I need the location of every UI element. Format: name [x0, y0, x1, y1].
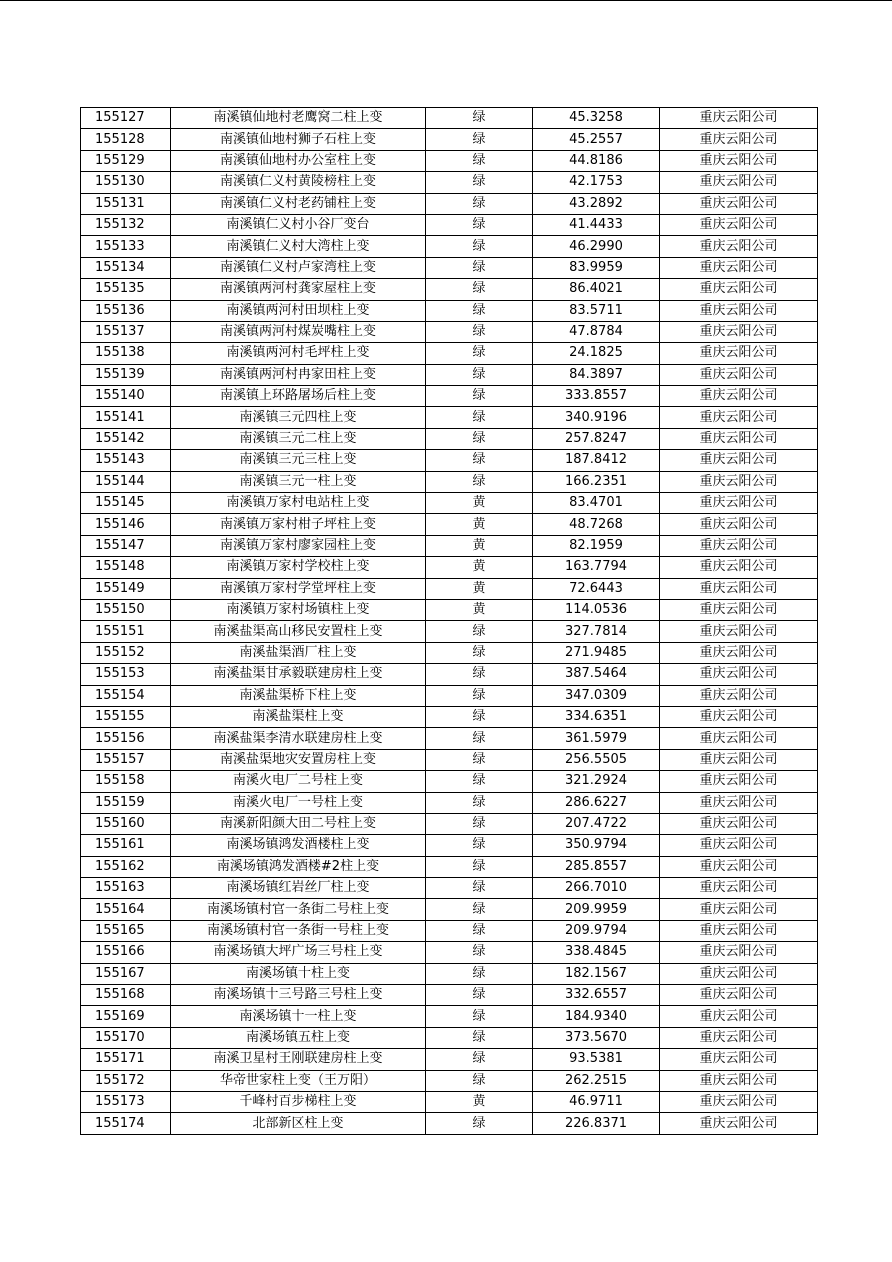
cell-id: 155159	[81, 792, 171, 813]
table-row	[81, 706, 818, 727]
cell-id: 155138	[81, 343, 171, 364]
cell-name: 南溪镇仁义村大湾柱上变	[171, 236, 426, 257]
table-row	[81, 1027, 818, 1048]
table-row	[81, 878, 818, 899]
cell-value: 257.8247	[533, 428, 660, 449]
cell-id: 155146	[81, 514, 171, 535]
cell-name: 南溪场镇村官一条街二号柱上变	[171, 899, 426, 920]
cell-value: 86.4021	[533, 279, 660, 300]
cell-value: 48.7268	[533, 514, 660, 535]
cell-name: 南溪卫星村王刚联建房柱上变	[171, 1049, 426, 1070]
cell-company: 重庆云阳公司	[660, 407, 818, 428]
cell-id: 155145	[81, 493, 171, 514]
cell-level: 绿	[426, 471, 533, 492]
cell-value: 46.2990	[533, 236, 660, 257]
cell-company: 重庆云阳公司	[660, 706, 818, 727]
cell-value: 334.6351	[533, 706, 660, 727]
cell-company: 重庆云阳公司	[660, 835, 818, 856]
cell-id: 155143	[81, 450, 171, 471]
table-row	[81, 899, 818, 920]
cell-name: 南溪场镇鸿发酒楼#2柱上变	[171, 856, 426, 877]
cell-name: 南溪镇万家村廖家园柱上变	[171, 535, 426, 556]
table-row	[81, 942, 818, 963]
cell-level: 绿	[426, 172, 533, 193]
cell-value: 93.5381	[533, 1049, 660, 1070]
cell-name: 南溪镇万家村柑子坪柱上变	[171, 514, 426, 535]
table-row	[81, 386, 818, 407]
cell-value: 226.8371	[533, 1113, 660, 1134]
cell-id: 155128	[81, 129, 171, 150]
cell-company: 重庆云阳公司	[660, 985, 818, 1006]
cell-company: 重庆云阳公司	[660, 364, 818, 385]
cell-id: 155130	[81, 172, 171, 193]
cell-id: 155141	[81, 407, 171, 428]
cell-name: 南溪场镇十三号路三号柱上变	[171, 985, 426, 1006]
cell-company: 重庆云阳公司	[660, 1113, 818, 1134]
cell-name: 南溪镇仙地村老鹰窝二柱上变	[171, 108, 426, 129]
table-row	[81, 642, 818, 663]
table-row	[81, 236, 818, 257]
cell-level: 黄	[426, 557, 533, 578]
cell-name: 南溪盐渠高山移民安置柱上变	[171, 621, 426, 642]
cell-company: 重庆云阳公司	[660, 300, 818, 321]
cell-id: 155139	[81, 364, 171, 385]
cell-name: 南溪盐渠李清水联建房柱上变	[171, 728, 426, 749]
cell-id: 155169	[81, 1006, 171, 1027]
cell-name: 南溪镇万家村学堂坪柱上变	[171, 578, 426, 599]
cell-value: 321.2924	[533, 771, 660, 792]
cell-value: 332.6557	[533, 985, 660, 1006]
table-row	[81, 599, 818, 620]
cell-company: 重庆云阳公司	[660, 450, 818, 471]
cell-name: 南溪场镇红岩丝厂柱上变	[171, 878, 426, 899]
table-row	[81, 450, 818, 471]
cell-id: 155136	[81, 300, 171, 321]
cell-name: 南溪镇仁义村卢家湾柱上变	[171, 257, 426, 278]
cell-value: 46.9711	[533, 1091, 660, 1112]
cell-value: 361.5979	[533, 728, 660, 749]
cell-company: 重庆云阳公司	[660, 1027, 818, 1048]
cell-name: 南溪镇仁义村小谷厂变台	[171, 214, 426, 235]
cell-name: 南溪镇三元二柱上变	[171, 428, 426, 449]
cell-company: 重庆云阳公司	[660, 557, 818, 578]
table-row	[81, 514, 818, 535]
cell-company: 重庆云阳公司	[660, 664, 818, 685]
cell-name: 南溪镇三元三柱上变	[171, 450, 426, 471]
cell-level: 绿	[426, 193, 533, 214]
cell-name: 南溪镇上环路屠场后柱上变	[171, 386, 426, 407]
cell-company: 重庆云阳公司	[660, 514, 818, 535]
cell-value: 338.4845	[533, 942, 660, 963]
cell-level: 绿	[426, 878, 533, 899]
cell-company: 重庆云阳公司	[660, 214, 818, 235]
cell-level: 绿	[426, 985, 533, 1006]
table-row	[81, 407, 818, 428]
cell-value: 82.1959	[533, 535, 660, 556]
cell-name: 南溪镇万家村电站柱上变	[171, 493, 426, 514]
cell-company: 重庆云阳公司	[660, 108, 818, 129]
cell-level: 绿	[426, 685, 533, 706]
cell-level: 绿	[426, 386, 533, 407]
cell-value: 340.9196	[533, 407, 660, 428]
cell-id: 155137	[81, 321, 171, 342]
cell-company: 重庆云阳公司	[660, 599, 818, 620]
cell-value: 333.8557	[533, 386, 660, 407]
cell-name: 南溪盐渠地灾安置房柱上变	[171, 749, 426, 770]
cell-id: 155142	[81, 428, 171, 449]
table-row	[81, 535, 818, 556]
table-row	[81, 621, 818, 642]
cell-level: 黄	[426, 493, 533, 514]
cell-level: 绿	[426, 450, 533, 471]
cell-level: 绿	[426, 942, 533, 963]
cell-id: 155163	[81, 878, 171, 899]
cell-company: 重庆云阳公司	[660, 150, 818, 171]
cell-id: 155132	[81, 214, 171, 235]
cell-id: 155150	[81, 599, 171, 620]
cell-company: 重庆云阳公司	[660, 386, 818, 407]
cell-company: 重庆云阳公司	[660, 471, 818, 492]
transformer-table	[80, 107, 818, 1135]
cell-level: 黄	[426, 1091, 533, 1112]
cell-level: 绿	[426, 108, 533, 129]
cell-name: 南溪镇万家村学校柱上变	[171, 557, 426, 578]
cell-level: 绿	[426, 792, 533, 813]
cell-id: 155166	[81, 942, 171, 963]
cell-level: 绿	[426, 300, 533, 321]
table-row	[81, 193, 818, 214]
cell-company: 重庆云阳公司	[660, 963, 818, 984]
cell-id: 155149	[81, 578, 171, 599]
cell-company: 重庆云阳公司	[660, 1049, 818, 1070]
table-row	[81, 728, 818, 749]
table-row	[81, 1113, 818, 1134]
cell-level: 绿	[426, 343, 533, 364]
cell-level: 绿	[426, 899, 533, 920]
cell-id: 155148	[81, 557, 171, 578]
cell-company: 重庆云阳公司	[660, 856, 818, 877]
cell-company: 重庆云阳公司	[660, 1091, 818, 1112]
cell-level: 绿	[426, 428, 533, 449]
table-row	[81, 963, 818, 984]
cell-level: 绿	[426, 150, 533, 171]
cell-name: 南溪场镇鸿发酒楼柱上变	[171, 835, 426, 856]
cell-level: 黄	[426, 535, 533, 556]
cell-id: 155152	[81, 642, 171, 663]
cell-name: 南溪盐渠柱上变	[171, 706, 426, 727]
cell-name: 南溪场镇村官一条街一号柱上变	[171, 920, 426, 941]
cell-id: 155134	[81, 257, 171, 278]
table-row	[81, 1049, 818, 1070]
cell-name: 华帝世家柱上变（王万阳）	[171, 1070, 426, 1091]
table-row	[81, 856, 818, 877]
cell-value: 266.7010	[533, 878, 660, 899]
cell-id: 155154	[81, 685, 171, 706]
cell-value: 163.7794	[533, 557, 660, 578]
cell-id: 155164	[81, 899, 171, 920]
cell-name: 南溪火电厂一号柱上变	[171, 792, 426, 813]
cell-value: 350.9794	[533, 835, 660, 856]
table-row	[81, 471, 818, 492]
cell-name: 南溪场镇五柱上变	[171, 1027, 426, 1048]
cell-value: 72.6443	[533, 578, 660, 599]
table-row	[81, 685, 818, 706]
table-row	[81, 835, 818, 856]
table-row	[81, 428, 818, 449]
table-row	[81, 343, 818, 364]
table-row	[81, 257, 818, 278]
cell-company: 重庆云阳公司	[660, 771, 818, 792]
cell-value: 256.5505	[533, 749, 660, 770]
cell-id: 155174	[81, 1113, 171, 1134]
cell-level: 绿	[426, 771, 533, 792]
cell-level: 绿	[426, 664, 533, 685]
cell-company: 重庆云阳公司	[660, 642, 818, 663]
cell-value: 45.3258	[533, 108, 660, 129]
cell-name: 南溪盐渠甘承毅联建房柱上变	[171, 664, 426, 685]
cell-id: 155161	[81, 835, 171, 856]
table-row	[81, 578, 818, 599]
cell-name: 南溪镇两河村田坝柱上变	[171, 300, 426, 321]
page-top-border	[0, 0, 892, 1]
cell-level: 绿	[426, 706, 533, 727]
cell-name: 南溪镇三元一柱上变	[171, 471, 426, 492]
cell-company: 重庆云阳公司	[660, 578, 818, 599]
cell-value: 44.8186	[533, 150, 660, 171]
cell-company: 重庆云阳公司	[660, 1070, 818, 1091]
cell-name: 南溪场镇十一柱上变	[171, 1006, 426, 1027]
table-row	[81, 920, 818, 941]
cell-id: 155171	[81, 1049, 171, 1070]
table-row	[81, 108, 818, 129]
cell-value: 84.3897	[533, 364, 660, 385]
cell-company: 重庆云阳公司	[660, 792, 818, 813]
cell-id: 155158	[81, 771, 171, 792]
cell-company: 重庆云阳公司	[660, 279, 818, 300]
cell-name: 南溪盐渠酒厂柱上变	[171, 642, 426, 663]
cell-value: 43.2892	[533, 193, 660, 214]
cell-level: 绿	[426, 642, 533, 663]
table-row	[81, 214, 818, 235]
cell-id: 155162	[81, 856, 171, 877]
cell-value: 209.9794	[533, 920, 660, 941]
cell-id: 155155	[81, 706, 171, 727]
cell-id: 155147	[81, 535, 171, 556]
cell-name: 南溪镇仙地村狮子石柱上变	[171, 129, 426, 150]
table-row	[81, 1006, 818, 1027]
cell-company: 重庆云阳公司	[660, 129, 818, 150]
cell-id: 155135	[81, 279, 171, 300]
cell-id: 155170	[81, 1027, 171, 1048]
cell-company: 重庆云阳公司	[660, 321, 818, 342]
cell-company: 重庆云阳公司	[660, 428, 818, 449]
cell-level: 绿	[426, 1027, 533, 1048]
table-row	[81, 279, 818, 300]
cell-value: 347.0309	[533, 685, 660, 706]
cell-company: 重庆云阳公司	[660, 621, 818, 642]
cell-value: 327.7814	[533, 621, 660, 642]
table-row	[81, 1070, 818, 1091]
cell-company: 重庆云阳公司	[660, 749, 818, 770]
cell-id: 155153	[81, 664, 171, 685]
cell-level: 绿	[426, 920, 533, 941]
cell-name: 南溪镇两河村毛坪柱上变	[171, 343, 426, 364]
table-row	[81, 172, 818, 193]
cell-company: 重庆云阳公司	[660, 236, 818, 257]
cell-company: 重庆云阳公司	[660, 257, 818, 278]
table-row	[81, 985, 818, 1006]
cell-value: 83.9959	[533, 257, 660, 278]
cell-value: 114.0536	[533, 599, 660, 620]
table-row	[81, 771, 818, 792]
cell-level: 绿	[426, 963, 533, 984]
cell-name: 南溪镇仙地村办公室柱上变	[171, 150, 426, 171]
table-row	[81, 813, 818, 834]
cell-name: 南溪镇两河村龚家屋柱上变	[171, 279, 426, 300]
cell-value: 24.1825	[533, 343, 660, 364]
cell-id: 155173	[81, 1091, 171, 1112]
cell-level: 绿	[426, 214, 533, 235]
cell-name: 南溪镇两河村冉家田柱上变	[171, 364, 426, 385]
cell-company: 重庆云阳公司	[660, 493, 818, 514]
cell-value: 373.5670	[533, 1027, 660, 1048]
cell-level: 绿	[426, 621, 533, 642]
cell-name: 南溪镇万家村场镇柱上变	[171, 599, 426, 620]
cell-level: 绿	[426, 749, 533, 770]
cell-level: 绿	[426, 236, 533, 257]
cell-company: 重庆云阳公司	[660, 920, 818, 941]
cell-level: 黄	[426, 514, 533, 535]
cell-name: 南溪镇仁义村老药铺柱上变	[171, 193, 426, 214]
cell-id: 155133	[81, 236, 171, 257]
cell-level: 绿	[426, 257, 533, 278]
cell-level: 绿	[426, 1006, 533, 1027]
cell-id: 155144	[81, 471, 171, 492]
cell-company: 重庆云阳公司	[660, 878, 818, 899]
cell-value: 166.2351	[533, 471, 660, 492]
table-row	[81, 493, 818, 514]
cell-value: 182.1567	[533, 963, 660, 984]
table-row	[81, 129, 818, 150]
table-row	[81, 300, 818, 321]
cell-company: 重庆云阳公司	[660, 813, 818, 834]
cell-company: 重庆云阳公司	[660, 942, 818, 963]
cell-level: 黄	[426, 599, 533, 620]
cell-level: 黄	[426, 578, 533, 599]
cell-level: 绿	[426, 856, 533, 877]
cell-value: 285.8557	[533, 856, 660, 877]
cell-value: 271.9485	[533, 642, 660, 663]
cell-id: 155165	[81, 920, 171, 941]
cell-value: 209.9959	[533, 899, 660, 920]
cell-id: 155157	[81, 749, 171, 770]
cell-company: 重庆云阳公司	[660, 535, 818, 556]
cell-id: 155140	[81, 386, 171, 407]
cell-company: 重庆云阳公司	[660, 1006, 818, 1027]
cell-name: 南溪火电厂二号柱上变	[171, 771, 426, 792]
cell-id: 155156	[81, 728, 171, 749]
cell-company: 重庆云阳公司	[660, 193, 818, 214]
cell-name: 北部新区柱上变	[171, 1113, 426, 1134]
cell-value: 184.9340	[533, 1006, 660, 1027]
cell-value: 47.8784	[533, 321, 660, 342]
cell-value: 45.2557	[533, 129, 660, 150]
cell-name: 千峰村百步梯柱上变	[171, 1091, 426, 1112]
cell-name: 南溪盐渠桥下柱上变	[171, 685, 426, 706]
cell-value: 41.4433	[533, 214, 660, 235]
table-row	[81, 321, 818, 342]
cell-value: 83.4701	[533, 493, 660, 514]
cell-name: 南溪场镇大坪广场三号柱上变	[171, 942, 426, 963]
table-row	[81, 557, 818, 578]
cell-value: 286.6227	[533, 792, 660, 813]
table-row	[81, 749, 818, 770]
cell-company: 重庆云阳公司	[660, 728, 818, 749]
cell-value: 207.4722	[533, 813, 660, 834]
table-row	[81, 1091, 818, 1112]
cell-name: 南溪场镇十柱上变	[171, 963, 426, 984]
cell-value: 387.5464	[533, 664, 660, 685]
table-row	[81, 792, 818, 813]
table-row	[81, 664, 818, 685]
cell-value: 187.8412	[533, 450, 660, 471]
cell-id: 155167	[81, 963, 171, 984]
cell-level: 绿	[426, 321, 533, 342]
cell-id: 155131	[81, 193, 171, 214]
cell-level: 绿	[426, 1113, 533, 1134]
cell-level: 绿	[426, 407, 533, 428]
cell-company: 重庆云阳公司	[660, 899, 818, 920]
cell-level: 绿	[426, 835, 533, 856]
cell-id: 155127	[81, 108, 171, 129]
cell-id: 155151	[81, 621, 171, 642]
cell-name: 南溪新阳颜大田二号柱上变	[171, 813, 426, 834]
cell-level: 绿	[426, 364, 533, 385]
cell-value: 262.2515	[533, 1070, 660, 1091]
cell-level: 绿	[426, 279, 533, 300]
cell-level: 绿	[426, 1049, 533, 1070]
table-row	[81, 364, 818, 385]
cell-id: 155172	[81, 1070, 171, 1091]
cell-name: 南溪镇两河村煤炭嘴柱上变	[171, 321, 426, 342]
table-row	[81, 150, 818, 171]
cell-level: 绿	[426, 813, 533, 834]
cell-id: 155129	[81, 150, 171, 171]
cell-id: 155168	[81, 985, 171, 1006]
cell-id: 155160	[81, 813, 171, 834]
cell-value: 42.1753	[533, 172, 660, 193]
cell-level: 绿	[426, 129, 533, 150]
cell-level: 绿	[426, 1070, 533, 1091]
cell-company: 重庆云阳公司	[660, 685, 818, 706]
cell-company: 重庆云阳公司	[660, 172, 818, 193]
cell-level: 绿	[426, 728, 533, 749]
cell-value: 83.5711	[533, 300, 660, 321]
cell-name: 南溪镇仁义村黄陵榜柱上变	[171, 172, 426, 193]
table-body	[81, 108, 818, 1135]
cell-company: 重庆云阳公司	[660, 343, 818, 364]
cell-name: 南溪镇三元四柱上变	[171, 407, 426, 428]
